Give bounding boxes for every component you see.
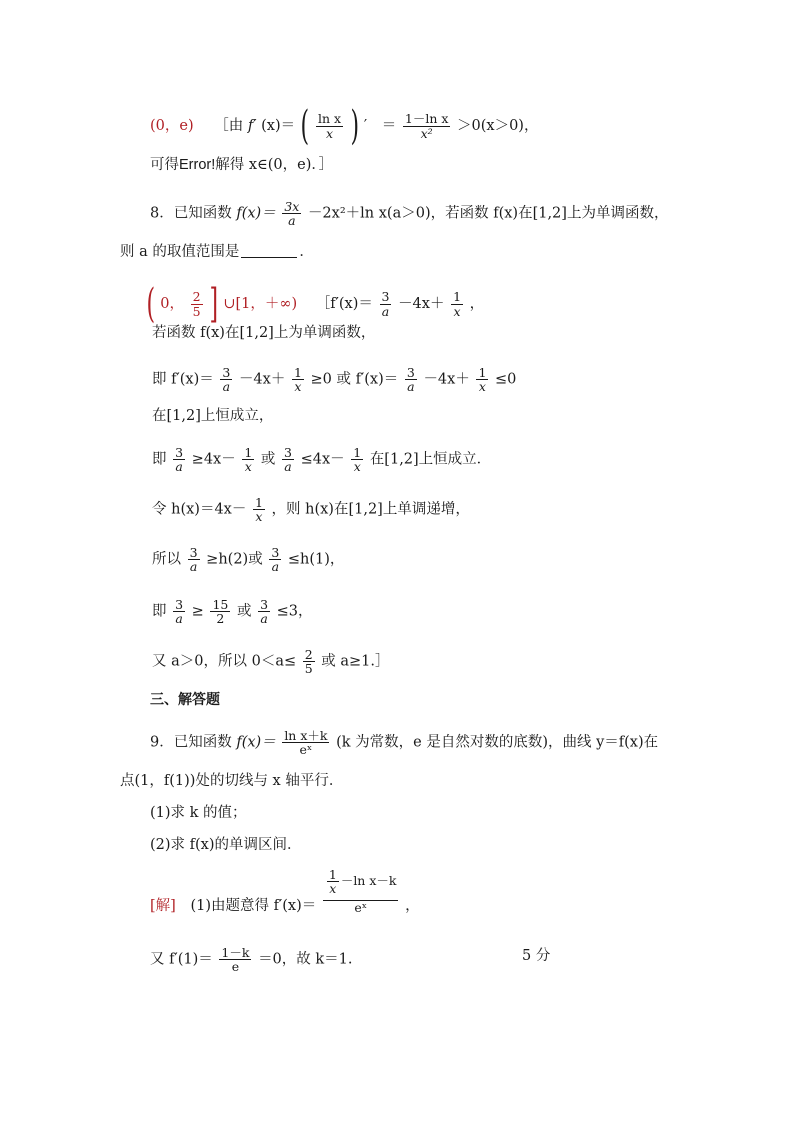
q9-score bbox=[522, 946, 550, 966]
q8-sol-frac2-num: 1 bbox=[453, 289, 462, 305]
q7-frac1-num: ln x bbox=[317, 111, 342, 127]
q8-l3: 若函数 f(x)在[1,2]上为单调函数， bbox=[152, 325, 376, 341]
q8-l6-frac2-den: x bbox=[244, 459, 252, 475]
q7-left-paren: ( bbox=[300, 103, 309, 149]
q8-line-9 bbox=[152, 598, 313, 625]
q8-l4-frac2-den: x bbox=[294, 379, 302, 395]
q9-l2-frac-den: e bbox=[231, 959, 240, 975]
q8-l9-frac3 bbox=[258, 598, 270, 625]
q8-l9-frac1-den: a bbox=[175, 611, 183, 627]
q8-l6-frac1-num: 3 bbox=[175, 445, 184, 460]
q8-line-4 bbox=[152, 366, 516, 393]
q8-ans-a: 0， bbox=[160, 296, 184, 312]
q8-l4-frac2-num: 1 bbox=[293, 365, 302, 380]
q8-l6-frac2-num: 1 bbox=[244, 445, 253, 460]
q9-stem-a: 9．已知函数 bbox=[150, 734, 232, 751]
q8-l7-frac bbox=[253, 496, 265, 523]
q8-l10-frac-num: 2 bbox=[304, 647, 313, 662]
q9-stem-line-2 bbox=[120, 771, 343, 791]
q8-l8-frac2-num: 3 bbox=[271, 545, 280, 560]
q8-sol-b: －4x＋ bbox=[398, 296, 445, 312]
q8-sol-frac2-den: x bbox=[453, 303, 461, 319]
q8-sol-a: ［f′(x)＝ bbox=[315, 296, 373, 312]
q7-frac1-den: x bbox=[325, 125, 334, 141]
q9-sol-inner-den: x bbox=[329, 881, 337, 897]
q8-l9-c: 或 bbox=[236, 603, 252, 620]
q8-l7-b: ，则 h(x)在[1,2]上单调递增， bbox=[271, 501, 470, 518]
q8-stem-c-end: ． bbox=[299, 244, 314, 260]
q9-sol-inner-frac bbox=[327, 868, 339, 895]
q9-solution-line-2 bbox=[150, 946, 353, 973]
q8-l9-frac3-num: 3 bbox=[260, 597, 269, 612]
q8-l6-frac1 bbox=[173, 446, 185, 473]
q9-sol-inner-num: 1 bbox=[328, 867, 337, 883]
q9-p2: (2)求 f(x)的单调区间． bbox=[150, 837, 302, 853]
q8-l4-frac1-den: a bbox=[222, 379, 231, 395]
q7-frac-lnx-over-x bbox=[316, 112, 343, 139]
q9-sol-frac-den: eˣ bbox=[354, 899, 368, 915]
q9-sol-tag: [解] bbox=[150, 898, 176, 914]
q8-l6-frac2 bbox=[242, 446, 254, 473]
q9-stem-line-1 bbox=[150, 729, 658, 756]
q8-sol-frac-1-over-x bbox=[451, 290, 463, 317]
q8-l7-frac-num: 1 bbox=[254, 495, 263, 510]
q8-frac-num: 3x bbox=[284, 199, 300, 214]
q8-l8-frac2-den: a bbox=[271, 559, 280, 575]
q8-answer-line bbox=[146, 281, 485, 327]
q8-ans-frac bbox=[191, 290, 203, 317]
q9-part-2 bbox=[150, 835, 302, 855]
q8-l8-b: ≥h(2)或 bbox=[206, 551, 263, 568]
q8-line-7 bbox=[152, 496, 470, 523]
q8-l8-frac2 bbox=[269, 546, 281, 573]
q8-stem-b: －2x²＋ln x(a＞0)，若函数 f(x)在[1,2]上为单调函数， bbox=[307, 205, 669, 222]
q7-solution-line-2 bbox=[150, 155, 333, 175]
q7-error-text: Error! bbox=[179, 157, 216, 173]
q9-sol-frac-num bbox=[323, 868, 399, 900]
q8-l4-b: －4x＋ bbox=[238, 371, 286, 388]
q8-line-3 bbox=[152, 323, 375, 343]
q8-l8-a: 所以 bbox=[152, 551, 181, 568]
q8-l6-b: ≥4x－ bbox=[191, 451, 236, 468]
q8-ans-b: ∪[1，＋∞) bbox=[223, 296, 298, 312]
q8-line-5 bbox=[152, 406, 273, 426]
q8-ans-frac-den: 5 bbox=[192, 303, 201, 319]
q8-l4-frac4 bbox=[476, 366, 488, 393]
q8-sol-frac-den: a bbox=[381, 303, 390, 319]
q8-l10-frac-den: 5 bbox=[304, 661, 313, 677]
q8-l6-frac3-num: 3 bbox=[284, 445, 292, 460]
q8-line-10 bbox=[152, 648, 390, 675]
q8-l6-c: 或 bbox=[260, 451, 276, 468]
q9-fx: f(x)＝ bbox=[236, 734, 276, 751]
q8-l10-a: 又 a＞0，所以 0＜a≤ bbox=[152, 653, 297, 670]
q8-line-6 bbox=[152, 446, 491, 473]
q8-stem-line-1 bbox=[150, 200, 668, 227]
q7-sol-open: ［由 bbox=[214, 118, 244, 134]
q8-l4-frac3-num: 3 bbox=[406, 365, 415, 380]
q8-ans-frac-num: 2 bbox=[192, 289, 201, 305]
q8-l7-frac-den: x bbox=[255, 509, 263, 525]
q9-frac bbox=[282, 729, 329, 756]
q8-l4-frac1-num: 3 bbox=[222, 365, 231, 380]
q7-fprime: f′ bbox=[247, 118, 257, 134]
q8-l4-a: 即 f′(x)＝ bbox=[152, 371, 214, 388]
q8-l4-frac4-den: x bbox=[478, 379, 486, 395]
q8-l6-frac4-den: x bbox=[353, 459, 361, 475]
q9-frac-num: ln x＋k bbox=[284, 728, 328, 743]
q8-fx: f(x)＝ bbox=[236, 205, 276, 222]
q8-l6-frac3 bbox=[282, 446, 294, 473]
q8-l5: 在[1,2]上恒成立， bbox=[152, 408, 274, 424]
q8-l8-frac1-den: a bbox=[189, 559, 198, 575]
q8-stem-a: 8．已知函数 bbox=[150, 205, 232, 222]
q8-l8-c: ≤h(1)， bbox=[287, 551, 345, 568]
q8-l9-frac1-num: 3 bbox=[175, 597, 184, 612]
q9-l2-b: ＝0，故 k＝1. bbox=[258, 951, 353, 968]
q7-prime-mark: ′ bbox=[363, 118, 368, 134]
q9-sol-a: (1)由题意得 f′(x)＝ bbox=[190, 898, 317, 914]
q8-answer-left-paren: ( bbox=[146, 281, 156, 327]
q7-frac2-den: x² bbox=[420, 125, 433, 141]
q8-l6-e: 在[1,2]上恒成立． bbox=[369, 451, 492, 468]
q8-sol-frac-num: 3 bbox=[381, 289, 390, 305]
q7-line2-pre: 可得 bbox=[150, 157, 179, 173]
q8-l9-d: ≤3， bbox=[276, 603, 313, 620]
q9-frac-den: eˣ bbox=[299, 742, 313, 758]
q9-l2-a: 又 f′(1)＝ bbox=[150, 951, 213, 968]
q8-l4-d: －4x＋ bbox=[423, 371, 470, 388]
q9-stem-c: 点(1，f(1))处的切线与 x 轴平行． bbox=[120, 773, 344, 789]
q9-stem-b: (k 为常数，e 是自然对数的底数)，曲线 y＝f(x)在 bbox=[336, 734, 659, 751]
q8-l9-frac2 bbox=[210, 598, 230, 625]
q8-l4-frac2 bbox=[292, 366, 304, 393]
q7-gt-tail: ＞0(x＞0)， bbox=[457, 118, 539, 134]
q7-frac2-num: 1－ln x bbox=[404, 111, 449, 127]
section-heading: 三、解答题 bbox=[150, 692, 220, 708]
q8-l7-a: 令 h(x)＝4x－ bbox=[152, 501, 247, 518]
q8-l10-b: 或 a≥1.］ bbox=[321, 653, 390, 670]
q8-l4-frac3-den: a bbox=[407, 379, 415, 395]
q8-l4-c: ≥0 或 f′(x)＝ bbox=[310, 371, 399, 388]
q8-l6-a: 即 bbox=[152, 451, 167, 468]
q7-line2-post: 解得 x∈(0，e)．］ bbox=[215, 157, 334, 173]
q8-l4-frac3 bbox=[405, 366, 417, 393]
q8-stem-c: 则 a 的取值范围是 bbox=[120, 244, 240, 260]
q8-l6-frac3-den: a bbox=[284, 459, 292, 475]
q8-l6-frac4 bbox=[351, 446, 363, 473]
q8-l9-frac1 bbox=[173, 598, 185, 625]
q8-l6-d: ≤4x－ bbox=[300, 451, 345, 468]
q8-l6-frac1-den: a bbox=[175, 459, 183, 475]
q8-l8-frac1 bbox=[188, 546, 200, 573]
q8-stem-line-2 bbox=[120, 242, 314, 262]
q9-l2-frac bbox=[219, 946, 251, 973]
q8-l9-frac3-den: a bbox=[260, 611, 268, 627]
q8-frac-den: a bbox=[288, 213, 296, 229]
q8-l4-frac4-num: 1 bbox=[478, 365, 487, 380]
q8-answer-right-bracket: ] bbox=[209, 281, 219, 327]
q7-xarg: (x)＝ bbox=[261, 118, 296, 134]
q8-l10-frac bbox=[303, 648, 315, 675]
q8-l9-a: 即 bbox=[152, 603, 167, 620]
q8-l9-frac2-num: 15 bbox=[212, 597, 229, 612]
q8-sol-frac-3-over-a bbox=[380, 290, 392, 317]
q9-sol-b: ， bbox=[405, 898, 420, 914]
q8-l9-frac2-den: 2 bbox=[216, 611, 225, 627]
q9-solution-line-1 bbox=[150, 867, 420, 916]
q9-sol-num-tail: －ln x－k bbox=[340, 873, 397, 889]
q9-p1: (1)求 k 的值； bbox=[150, 805, 247, 821]
q8-l4-frac1 bbox=[220, 366, 232, 393]
q8-line-8 bbox=[152, 546, 344, 573]
q8-l4-e: ≤0 bbox=[495, 371, 517, 388]
q8-answer-blank bbox=[241, 257, 297, 258]
q9-l2-frac-num: 1－k bbox=[221, 945, 250, 960]
q7-answer: (0，e) bbox=[150, 118, 194, 134]
q9-sol-frac bbox=[323, 868, 399, 913]
q7-frac-derivative bbox=[403, 112, 451, 139]
q8-sol-c: ， bbox=[469, 296, 485, 312]
q9-part-1 bbox=[150, 803, 247, 823]
q8-l9-b: ≥ bbox=[191, 603, 204, 620]
q7-eq: ＝ bbox=[381, 118, 397, 134]
q8-l8-frac1-num: 3 bbox=[189, 545, 198, 560]
q8-frac-3x-over-a bbox=[282, 200, 301, 227]
q9-score-text: 5 分 bbox=[522, 948, 551, 964]
q7-right-paren: ) bbox=[350, 103, 359, 149]
q7-solution-line-1 bbox=[150, 103, 539, 149]
q8-l6-frac4-num: 1 bbox=[353, 445, 362, 460]
